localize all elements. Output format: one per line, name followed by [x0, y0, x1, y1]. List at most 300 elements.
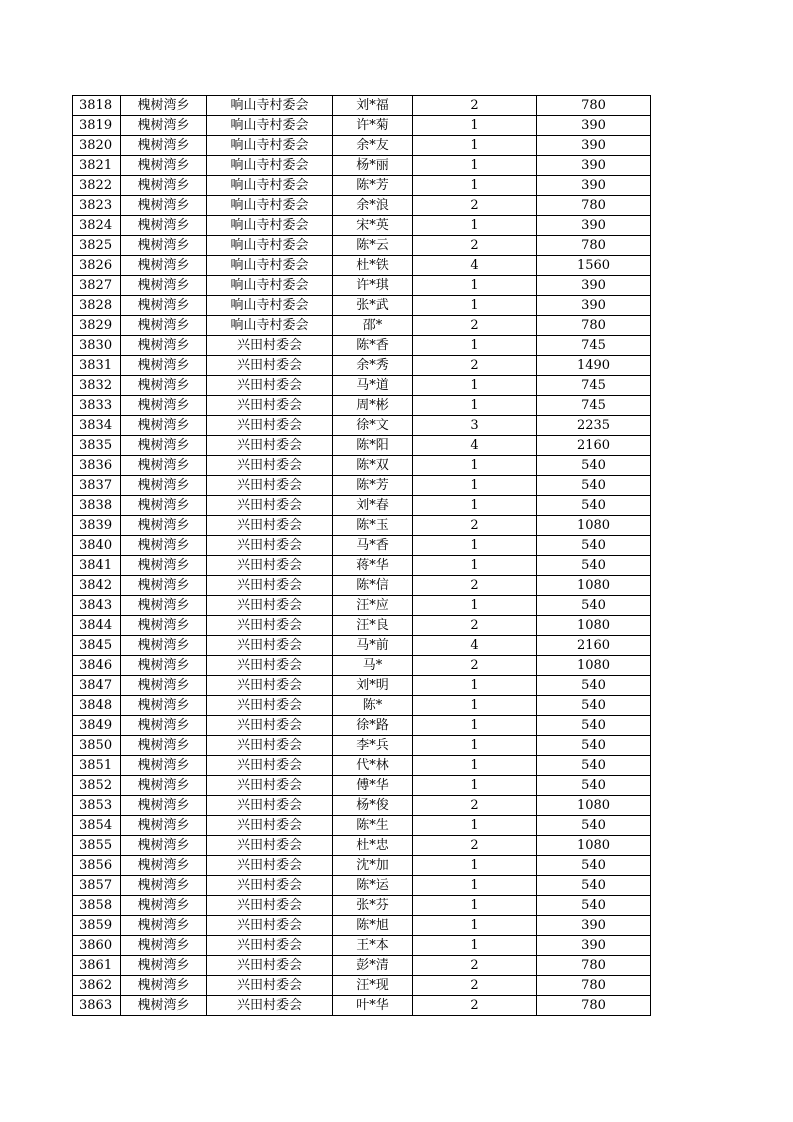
person-name-cell: 马*前: [333, 636, 413, 656]
row-number-cell: 3847: [73, 676, 121, 696]
household-count-cell: 1: [413, 296, 537, 316]
village-committee-cell: 响山寺村委会: [207, 116, 333, 136]
person-name-cell: 陈*香: [333, 336, 413, 356]
amount-cell: 1080: [537, 836, 651, 856]
amount-cell: 540: [537, 496, 651, 516]
table-row: [73, 896, 651, 916]
household-count-cell: 1: [413, 336, 537, 356]
person-name-cell: 刘*春: [333, 496, 413, 516]
table-row: [73, 536, 651, 556]
table-row: [73, 396, 651, 416]
person-name-cell: 蒋*华: [333, 556, 413, 576]
township-cell: 槐树湾乡: [121, 136, 207, 156]
village-committee-cell: 响山寺村委会: [207, 156, 333, 176]
township-cell: 槐树湾乡: [121, 156, 207, 176]
person-name-cell: 傅*华: [333, 776, 413, 796]
table-row: [73, 176, 651, 196]
household-count-cell: 1: [413, 136, 537, 156]
person-name-cell: 汪*应: [333, 596, 413, 616]
table-row: [73, 516, 651, 536]
township-cell: 槐树湾乡: [121, 236, 207, 256]
amount-cell: 390: [537, 276, 651, 296]
village-committee-cell: 响山寺村委会: [207, 236, 333, 256]
village-committee-cell: 兴田村委会: [207, 336, 333, 356]
village-committee-cell: 兴田村委会: [207, 356, 333, 376]
person-name-cell: 沈*加: [333, 856, 413, 876]
township-cell: 槐树湾乡: [121, 876, 207, 896]
household-count-cell: 1: [413, 216, 537, 236]
village-committee-cell: 响山寺村委会: [207, 96, 333, 116]
village-committee-cell: 兴田村委会: [207, 616, 333, 636]
table-row: [73, 636, 651, 656]
township-cell: 槐树湾乡: [121, 856, 207, 876]
township-cell: 槐树湾乡: [121, 476, 207, 496]
row-number-cell: 3819: [73, 116, 121, 136]
township-cell: 槐树湾乡: [121, 736, 207, 756]
row-number-cell: 3844: [73, 616, 121, 636]
row-number-cell: 3845: [73, 636, 121, 656]
row-number-cell: 3855: [73, 836, 121, 856]
row-number-cell: 3822: [73, 176, 121, 196]
village-committee-cell: 兴田村委会: [207, 456, 333, 476]
village-committee-cell: 兴田村委会: [207, 536, 333, 556]
row-number-cell: 3861: [73, 956, 121, 976]
village-committee-cell: 兴田村委会: [207, 796, 333, 816]
village-committee-cell: 兴田村委会: [207, 776, 333, 796]
amount-cell: 540: [537, 716, 651, 736]
person-name-cell: 李*兵: [333, 736, 413, 756]
township-cell: 槐树湾乡: [121, 336, 207, 356]
village-committee-cell: 兴田村委会: [207, 876, 333, 896]
table-row: [73, 656, 651, 676]
village-committee-cell: 兴田村委会: [207, 576, 333, 596]
row-number-cell: 3862: [73, 976, 121, 996]
household-count-cell: 1: [413, 556, 537, 576]
township-cell: 槐树湾乡: [121, 636, 207, 656]
table-row: [73, 356, 651, 376]
amount-cell: 540: [537, 876, 651, 896]
table-row: [73, 216, 651, 236]
village-committee-cell: 兴田村委会: [207, 696, 333, 716]
amount-cell: 2160: [537, 436, 651, 456]
amount-cell: 540: [537, 856, 651, 876]
village-committee-cell: 兴田村委会: [207, 836, 333, 856]
amount-cell: 2235: [537, 416, 651, 436]
table-row: [73, 996, 651, 1016]
township-cell: 槐树湾乡: [121, 276, 207, 296]
amount-cell: 1080: [537, 516, 651, 536]
household-count-cell: 2: [413, 616, 537, 636]
row-number-cell: 3842: [73, 576, 121, 596]
township-cell: 槐树湾乡: [121, 176, 207, 196]
table-row: [73, 256, 651, 276]
table-row: [73, 96, 651, 116]
household-count-cell: 2: [413, 236, 537, 256]
row-number-cell: 3853: [73, 796, 121, 816]
household-count-cell: 4: [413, 256, 537, 276]
township-cell: 槐树湾乡: [121, 256, 207, 276]
amount-cell: 745: [537, 376, 651, 396]
township-cell: 槐树湾乡: [121, 116, 207, 136]
household-count-cell: 2: [413, 996, 537, 1016]
table-row: [73, 576, 651, 596]
table-row: [73, 876, 651, 896]
person-name-cell: 陈*信: [333, 576, 413, 596]
table-row: [73, 776, 651, 796]
household-count-cell: 1: [413, 496, 537, 516]
village-committee-cell: 兴田村委会: [207, 716, 333, 736]
person-name-cell: 邵*: [333, 316, 413, 336]
household-count-cell: 1: [413, 276, 537, 296]
township-cell: 槐树湾乡: [121, 316, 207, 336]
amount-cell: 390: [537, 176, 651, 196]
township-cell: 槐树湾乡: [121, 656, 207, 676]
person-name-cell: 刘*明: [333, 676, 413, 696]
village-committee-cell: 响山寺村委会: [207, 196, 333, 216]
row-number-cell: 3859: [73, 916, 121, 936]
household-count-cell: 1: [413, 896, 537, 916]
amount-cell: 780: [537, 976, 651, 996]
village-committee-cell: 兴田村委会: [207, 756, 333, 776]
household-count-cell: 1: [413, 736, 537, 756]
household-count-cell: 1: [413, 476, 537, 496]
village-committee-cell: 兴田村委会: [207, 936, 333, 956]
township-cell: 槐树湾乡: [121, 356, 207, 376]
subsidy-table: [72, 95, 651, 1016]
person-name-cell: 杜*铁: [333, 256, 413, 276]
household-count-cell: 2: [413, 96, 537, 116]
amount-cell: 1080: [537, 656, 651, 676]
person-name-cell: 徐*路: [333, 716, 413, 736]
amount-cell: 540: [537, 556, 651, 576]
row-number-cell: 3840: [73, 536, 121, 556]
person-name-cell: 宋*英: [333, 216, 413, 236]
row-number-cell: 3824: [73, 216, 121, 236]
person-name-cell: 余*友: [333, 136, 413, 156]
village-committee-cell: 响山寺村委会: [207, 256, 333, 276]
household-count-cell: 2: [413, 356, 537, 376]
person-name-cell: 杨*丽: [333, 156, 413, 176]
household-count-cell: 1: [413, 536, 537, 556]
household-count-cell: 1: [413, 936, 537, 956]
row-number-cell: 3826: [73, 256, 121, 276]
table-row: [73, 456, 651, 476]
township-cell: 槐树湾乡: [121, 796, 207, 816]
household-count-cell: 1: [413, 716, 537, 736]
row-number-cell: 3821: [73, 156, 121, 176]
township-cell: 槐树湾乡: [121, 956, 207, 976]
row-number-cell: 3829: [73, 316, 121, 336]
row-number-cell: 3854: [73, 816, 121, 836]
person-name-cell: 陈*运: [333, 876, 413, 896]
person-name-cell: 陈*芳: [333, 176, 413, 196]
township-cell: 槐树湾乡: [121, 96, 207, 116]
village-committee-cell: 兴田村委会: [207, 636, 333, 656]
household-count-cell: 2: [413, 976, 537, 996]
person-name-cell: 叶*华: [333, 996, 413, 1016]
township-cell: 槐树湾乡: [121, 976, 207, 996]
table-row: [73, 136, 651, 156]
table-row: [73, 916, 651, 936]
row-number-cell: 3827: [73, 276, 121, 296]
amount-cell: 390: [537, 916, 651, 936]
person-name-cell: 陈*: [333, 696, 413, 716]
village-committee-cell: 兴田村委会: [207, 396, 333, 416]
amount-cell: 390: [537, 156, 651, 176]
village-committee-cell: 响山寺村委会: [207, 316, 333, 336]
village-committee-cell: 兴田村委会: [207, 816, 333, 836]
person-name-cell: 汪*现: [333, 976, 413, 996]
township-cell: 槐树湾乡: [121, 496, 207, 516]
row-number-cell: 3828: [73, 296, 121, 316]
township-cell: 槐树湾乡: [121, 436, 207, 456]
row-number-cell: 3863: [73, 996, 121, 1016]
household-count-cell: 2: [413, 196, 537, 216]
amount-cell: 745: [537, 396, 651, 416]
table-body: [73, 96, 651, 1016]
table-row: [73, 736, 651, 756]
village-committee-cell: 响山寺村委会: [207, 216, 333, 236]
table-row: [73, 816, 651, 836]
row-number-cell: 3820: [73, 136, 121, 156]
township-cell: 槐树湾乡: [121, 376, 207, 396]
household-count-cell: 2: [413, 576, 537, 596]
township-cell: 槐树湾乡: [121, 516, 207, 536]
household-count-cell: 3: [413, 416, 537, 436]
household-count-cell: 1: [413, 696, 537, 716]
amount-cell: 780: [537, 196, 651, 216]
table-row: [73, 556, 651, 576]
household-count-cell: 1: [413, 596, 537, 616]
amount-cell: 745: [537, 336, 651, 356]
township-cell: 槐树湾乡: [121, 396, 207, 416]
household-count-cell: 1: [413, 916, 537, 936]
village-committee-cell: 兴田村委会: [207, 656, 333, 676]
person-name-cell: 马*香: [333, 536, 413, 556]
household-count-cell: 1: [413, 856, 537, 876]
row-number-cell: 3831: [73, 356, 121, 376]
township-cell: 槐树湾乡: [121, 936, 207, 956]
township-cell: 槐树湾乡: [121, 696, 207, 716]
amount-cell: 1080: [537, 576, 651, 596]
row-number-cell: 3825: [73, 236, 121, 256]
household-count-cell: 1: [413, 776, 537, 796]
amount-cell: 780: [537, 956, 651, 976]
household-count-cell: 2: [413, 516, 537, 536]
row-number-cell: 3833: [73, 396, 121, 416]
table-row: [73, 716, 651, 736]
row-number-cell: 3832: [73, 376, 121, 396]
household-count-cell: 1: [413, 756, 537, 776]
township-cell: 槐树湾乡: [121, 536, 207, 556]
amount-cell: 780: [537, 996, 651, 1016]
table-row: [73, 616, 651, 636]
village-committee-cell: 响山寺村委会: [207, 296, 333, 316]
township-cell: 槐树湾乡: [121, 716, 207, 736]
row-number-cell: 3858: [73, 896, 121, 916]
township-cell: 槐树湾乡: [121, 196, 207, 216]
table-row: [73, 236, 651, 256]
village-committee-cell: 兴田村委会: [207, 896, 333, 916]
table-row: [73, 476, 651, 496]
amount-cell: 780: [537, 96, 651, 116]
person-name-cell: 张*芬: [333, 896, 413, 916]
household-count-cell: 1: [413, 456, 537, 476]
person-name-cell: 代*林: [333, 756, 413, 776]
village-committee-cell: 兴田村委会: [207, 496, 333, 516]
row-number-cell: 3838: [73, 496, 121, 516]
row-number-cell: 3830: [73, 336, 121, 356]
person-name-cell: 余*浪: [333, 196, 413, 216]
row-number-cell: 3856: [73, 856, 121, 876]
amount-cell: 540: [537, 696, 651, 716]
amount-cell: 2160: [537, 636, 651, 656]
row-number-cell: 3818: [73, 96, 121, 116]
row-number-cell: 3836: [73, 456, 121, 476]
amount-cell: 390: [537, 136, 651, 156]
village-committee-cell: 兴田村委会: [207, 516, 333, 536]
row-number-cell: 3834: [73, 416, 121, 436]
person-name-cell: 杜*忠: [333, 836, 413, 856]
table-row: [73, 676, 651, 696]
table-row: [73, 276, 651, 296]
household-count-cell: 1: [413, 876, 537, 896]
amount-cell: 540: [537, 676, 651, 696]
township-cell: 槐树湾乡: [121, 576, 207, 596]
village-committee-cell: 兴田村委会: [207, 916, 333, 936]
household-count-cell: 1: [413, 156, 537, 176]
household-count-cell: 2: [413, 836, 537, 856]
household-count-cell: 4: [413, 636, 537, 656]
township-cell: 槐树湾乡: [121, 556, 207, 576]
township-cell: 槐树湾乡: [121, 456, 207, 476]
household-count-cell: 2: [413, 656, 537, 676]
amount-cell: 540: [537, 896, 651, 916]
person-name-cell: 彭*清: [333, 956, 413, 976]
person-name-cell: 陈*阳: [333, 436, 413, 456]
township-cell: 槐树湾乡: [121, 836, 207, 856]
amount-cell: 390: [537, 936, 651, 956]
person-name-cell: 陈*旭: [333, 916, 413, 936]
row-number-cell: 3851: [73, 756, 121, 776]
village-committee-cell: 兴田村委会: [207, 976, 333, 996]
row-number-cell: 3835: [73, 436, 121, 456]
table-row: [73, 116, 651, 136]
person-name-cell: 陈*生: [333, 816, 413, 836]
person-name-cell: 刘*福: [333, 96, 413, 116]
table-row: [73, 936, 651, 956]
household-count-cell: 4: [413, 436, 537, 456]
village-committee-cell: 兴田村委会: [207, 596, 333, 616]
table-row: [73, 436, 651, 456]
amount-cell: 540: [537, 596, 651, 616]
row-number-cell: 3846: [73, 656, 121, 676]
table-row: [73, 856, 651, 876]
amount-cell: 780: [537, 236, 651, 256]
amount-cell: 390: [537, 216, 651, 236]
amount-cell: 540: [537, 456, 651, 476]
person-name-cell: 陈*云: [333, 236, 413, 256]
township-cell: 槐树湾乡: [121, 776, 207, 796]
table-row: [73, 496, 651, 516]
row-number-cell: 3823: [73, 196, 121, 216]
person-name-cell: 许*菊: [333, 116, 413, 136]
table-row: [73, 976, 651, 996]
row-number-cell: 3843: [73, 596, 121, 616]
row-number-cell: 3837: [73, 476, 121, 496]
person-name-cell: 余*秀: [333, 356, 413, 376]
table-row: [73, 796, 651, 816]
table-row: [73, 376, 651, 396]
village-committee-cell: 兴田村委会: [207, 476, 333, 496]
village-committee-cell: 兴田村委会: [207, 376, 333, 396]
household-count-cell: 1: [413, 676, 537, 696]
row-number-cell: 3849: [73, 716, 121, 736]
village-committee-cell: 响山寺村委会: [207, 276, 333, 296]
table-row: [73, 336, 651, 356]
person-name-cell: 汪*良: [333, 616, 413, 636]
township-cell: 槐树湾乡: [121, 756, 207, 776]
row-number-cell: 3839: [73, 516, 121, 536]
amount-cell: 1080: [537, 616, 651, 636]
township-cell: 槐树湾乡: [121, 416, 207, 436]
amount-cell: 1490: [537, 356, 651, 376]
amount-cell: 780: [537, 316, 651, 336]
amount-cell: 1560: [537, 256, 651, 276]
household-count-cell: 2: [413, 956, 537, 976]
township-cell: 槐树湾乡: [121, 896, 207, 916]
township-cell: 槐树湾乡: [121, 296, 207, 316]
village-committee-cell: 兴田村委会: [207, 956, 333, 976]
person-name-cell: 陈*芳: [333, 476, 413, 496]
amount-cell: 390: [537, 296, 651, 316]
amount-cell: 540: [537, 536, 651, 556]
person-name-cell: 陈*双: [333, 456, 413, 476]
row-number-cell: 3857: [73, 876, 121, 896]
amount-cell: 540: [537, 736, 651, 756]
amount-cell: 540: [537, 816, 651, 836]
table-row: [73, 296, 651, 316]
table-row: [73, 316, 651, 336]
table-row: [73, 156, 651, 176]
household-count-cell: 1: [413, 116, 537, 136]
household-count-cell: 1: [413, 396, 537, 416]
person-name-cell: 陈*玉: [333, 516, 413, 536]
village-committee-cell: 响山寺村委会: [207, 176, 333, 196]
person-name-cell: 王*本: [333, 936, 413, 956]
household-count-cell: 1: [413, 816, 537, 836]
household-count-cell: 2: [413, 316, 537, 336]
table-row: [73, 696, 651, 716]
row-number-cell: 3852: [73, 776, 121, 796]
amount-cell: 540: [537, 776, 651, 796]
person-name-cell: 马*道: [333, 376, 413, 396]
person-name-cell: 徐*文: [333, 416, 413, 436]
household-count-cell: 1: [413, 376, 537, 396]
table-row: [73, 416, 651, 436]
table-row: [73, 756, 651, 776]
table-row: [73, 836, 651, 856]
table-row: [73, 196, 651, 216]
village-committee-cell: 兴田村委会: [207, 996, 333, 1016]
township-cell: 槐树湾乡: [121, 916, 207, 936]
township-cell: 槐树湾乡: [121, 816, 207, 836]
table-row: [73, 956, 651, 976]
village-committee-cell: 兴田村委会: [207, 436, 333, 456]
township-cell: 槐树湾乡: [121, 216, 207, 236]
township-cell: 槐树湾乡: [121, 616, 207, 636]
household-count-cell: 1: [413, 176, 537, 196]
